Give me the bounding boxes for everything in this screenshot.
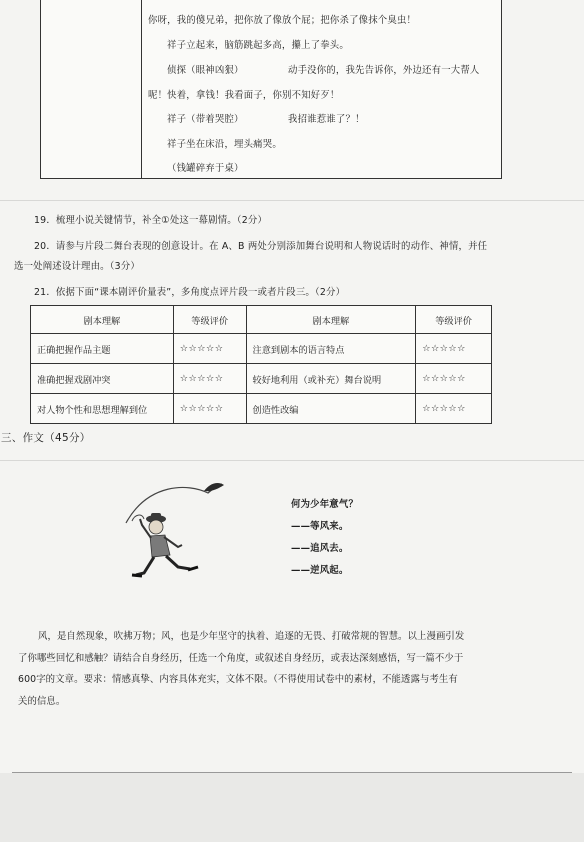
cartoon-caption-line: ——等风来。 <box>291 521 349 532</box>
script-line: 动手没你的，我先告诉你，外边还有一大帮人 <box>288 65 480 76</box>
rubric-criterion: 准确把握戏剧冲突 <box>31 364 174 394</box>
rubric-criterion: 注意到剧本的语言特点 <box>246 334 416 364</box>
rubric-row <box>31 334 492 364</box>
rubric-header-row <box>31 306 492 334</box>
script-line: 你呀，我的傻兄弟，把你放了像放个屁；把你杀了像抹个臭虫！ <box>148 15 417 26</box>
rating-stars: ☆☆☆☆☆ <box>416 364 492 394</box>
scan-artifact <box>0 200 584 201</box>
rating-stars: ☆☆☆☆☆ <box>173 334 246 364</box>
rubric-table <box>30 305 492 424</box>
essay-line: 600字的文章。要求：情感真挚、内容具体充实，文体不限。（不得使用试卷中的素材，不能透露与考生有 <box>18 674 458 685</box>
cartoon-caption-line: ——追风去。 <box>291 543 349 554</box>
rubric-row <box>31 394 492 424</box>
script-line: 祥子坐在床沿，埋头痛哭。 <box>167 139 282 150</box>
script-line: 侦探（眼神凶狠） <box>167 65 244 76</box>
boy-chasing-wind-illustration <box>118 475 278 590</box>
rubric-criterion: 正确把握作品主题 <box>31 334 174 364</box>
rubric-header: 剧本理解 <box>246 306 416 334</box>
rating-stars: ☆☆☆☆☆ <box>416 394 492 424</box>
question-21: 21．依据下面“课本剧评价量表”，多角度点评片段一或者片段三。（2分） <box>34 287 346 298</box>
script-line: 祥子（带着哭腔） <box>167 114 244 125</box>
rubric-criterion: 对人物个性和思想理解到位 <box>31 394 174 424</box>
question-19: 19．梳理小说关键情节，补全①处这一幕剧情。（2分） <box>34 215 268 226</box>
cartoon-caption-title: 何为少年意气？ <box>291 499 359 510</box>
scan-artifact <box>0 460 584 461</box>
essay-line: 了你哪些回忆和感触？请结合自身经历，任选一个角度，或叙述自身经历，或表达深刻感悟，写一篇不少于 <box>18 652 464 664</box>
rating-stars: ☆☆☆☆☆ <box>173 364 246 394</box>
box-divider <box>141 0 142 178</box>
essay-line: 风，是自然现象，吹拂万物；风，也是少年坚守的执着、追逐的无畏、打破常规的智慧。以上漫画引发 <box>38 631 465 642</box>
question-20-continued: 选一处阐述设计理由。（3分） <box>14 261 140 272</box>
rubric-row <box>31 364 492 394</box>
cartoon-caption-line: ——逆风起。 <box>291 565 349 576</box>
essay-prompt <box>18 626 514 712</box>
rubric-header: 等级评价 <box>416 306 492 334</box>
rubric-criterion: 创造性改编 <box>246 394 416 424</box>
rating-stars: ☆☆☆☆☆ <box>173 394 246 424</box>
section-title: 三、作文（45分） <box>1 432 91 444</box>
rubric-header: 等级评价 <box>173 306 246 334</box>
scan-bottom-margin <box>0 773 584 842</box>
rating-stars: ☆☆☆☆☆ <box>416 334 492 364</box>
rubric-criterion: 较好地利用（或补充）舞台说明 <box>246 364 416 394</box>
question-20: 20．请参与片段二舞台表现的创意设计。在 A、B 两处分别添加舞台说明和人物说话时的动作、神情，并任 <box>34 241 488 252</box>
script-line: 我招谁惹谁了？！ <box>288 114 365 125</box>
script-line: 呢！快着，拿钱！我看面子，你别不知好歹！ <box>148 90 340 101</box>
script-line: （钱罐碎弃于桌） <box>167 163 244 174</box>
essay-line: 关的信息。 <box>18 695 66 707</box>
script-excerpt-box <box>40 0 502 179</box>
script-line: 祥子立起来，脑筋跳起多高，攥上了拳头。 <box>167 40 349 51</box>
rubric-header: 剧本理解 <box>31 306 174 334</box>
